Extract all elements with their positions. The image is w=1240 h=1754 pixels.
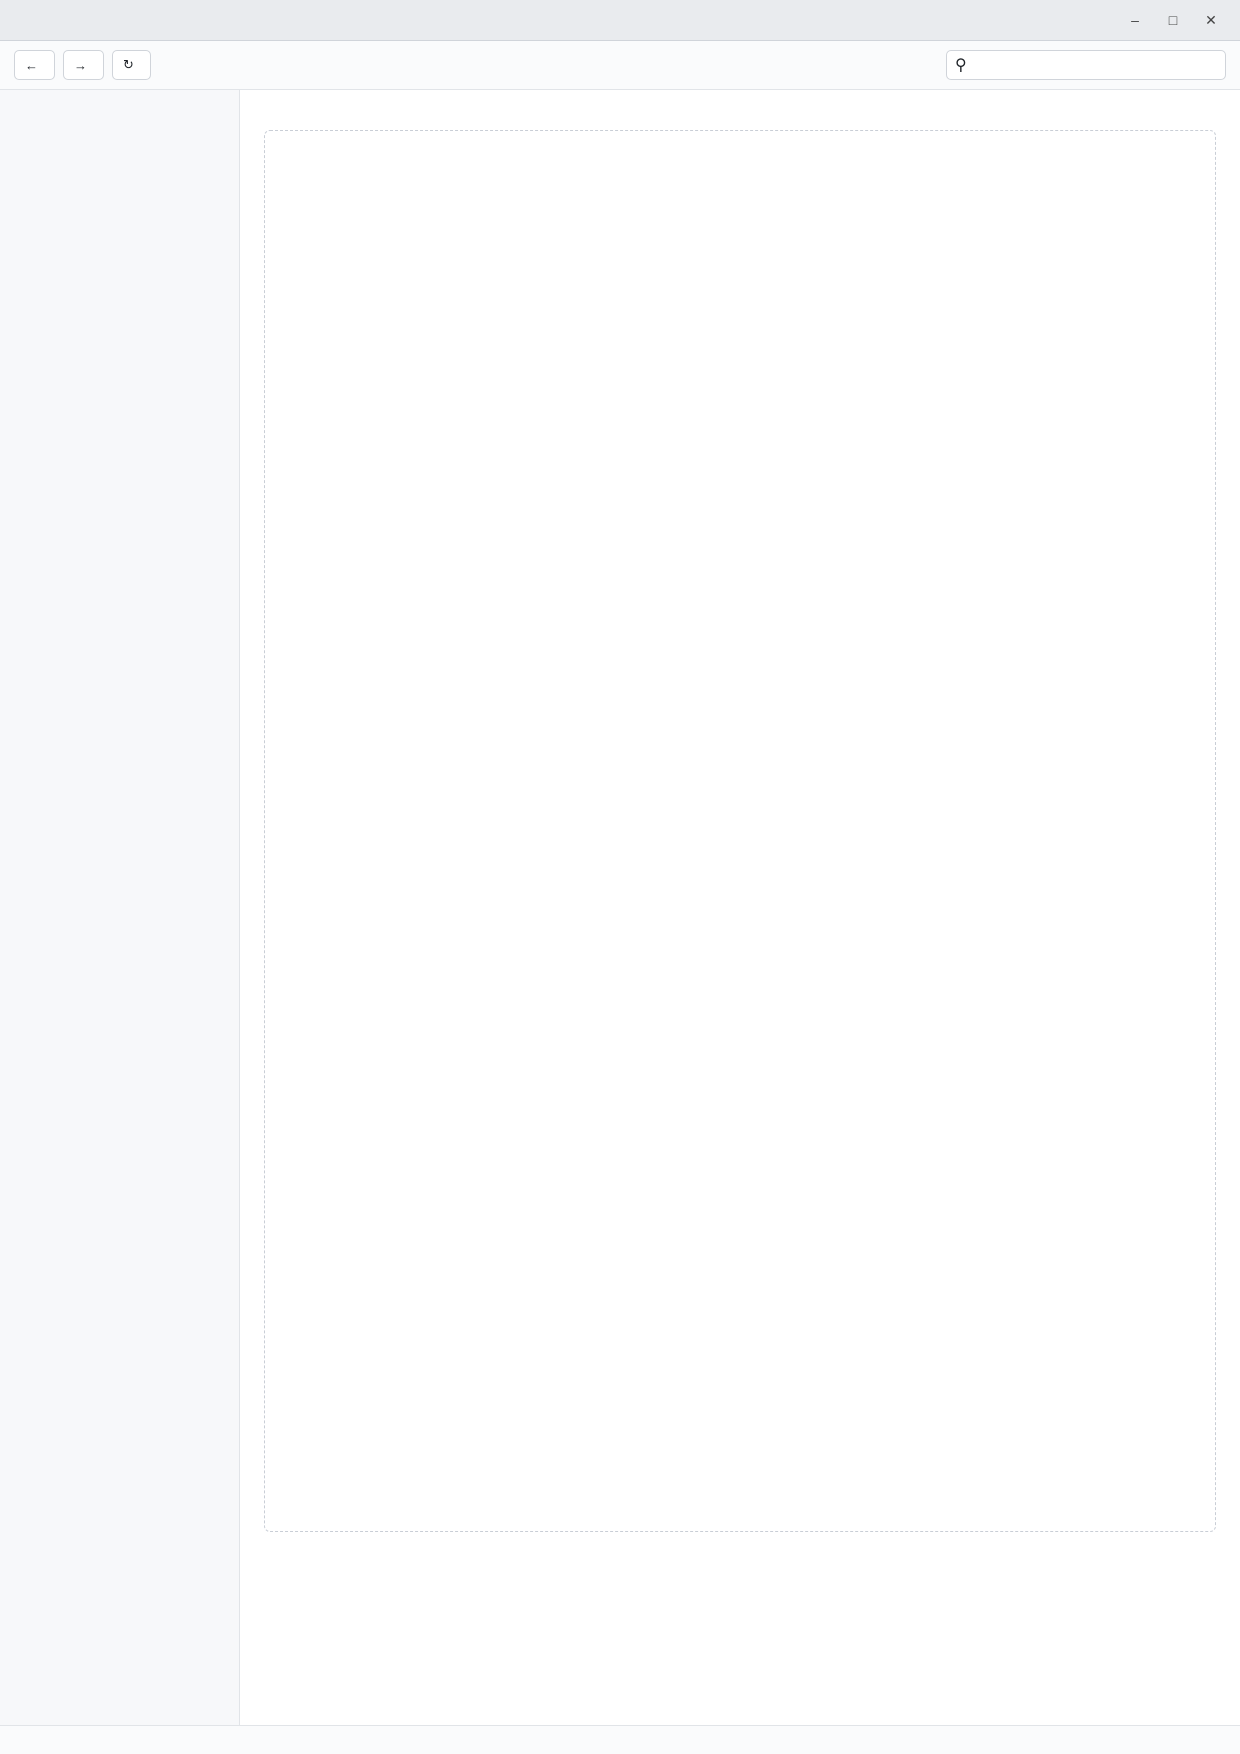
sidebar [0, 90, 240, 1725]
search-icon: ⚲ [955, 57, 967, 74]
minimize-button[interactable] [1120, 8, 1150, 32]
main-panel [240, 90, 1240, 1725]
maximize-button[interactable] [1158, 8, 1188, 32]
refresh-icon: ↻ [123, 57, 134, 72]
title-bar [0, 0, 1240, 41]
content-placeholder [264, 130, 1216, 1532]
search-input[interactable] [973, 57, 1217, 74]
toolbar [0, 41, 1240, 90]
maximize-icon: □ [1168, 12, 1178, 28]
forward-button[interactable] [63, 50, 104, 80]
close-button[interactable] [1196, 8, 1226, 32]
minimize-icon: – [1131, 12, 1139, 28]
status-bar [0, 1725, 1240, 1754]
refresh-button[interactable] [112, 50, 151, 80]
window-controls [1120, 8, 1226, 32]
back-button[interactable] [14, 50, 55, 80]
arrow-right-icon: → [74, 57, 87, 73]
arrow-left-icon: ← [25, 57, 38, 73]
close-icon: ✕ [1205, 11, 1217, 28]
sidebar-heading [0, 102, 239, 114]
search-box [946, 50, 1226, 80]
content-area [0, 90, 1240, 1725]
